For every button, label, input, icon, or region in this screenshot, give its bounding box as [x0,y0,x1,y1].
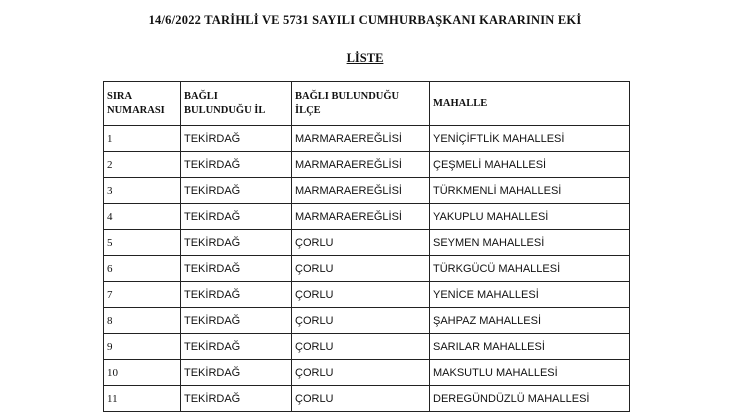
cell-ilce: MARMARAEREĞLİSİ [292,178,430,204]
table-header-row [104,82,630,126]
cell-sira-no: 8 [104,308,181,334]
cell-il: TEKİRDAĞ [181,126,292,152]
cell-il: TEKİRDAĞ [181,360,292,386]
table-row [104,334,630,360]
cell-sira-no: 2 [104,152,181,178]
table-row [104,256,630,282]
cell-ilce: ÇORLU [292,360,430,386]
document-subtitle [0,51,730,66]
cell-sira-no: 6 [104,256,181,282]
cell-mahalle: YENİCE MAHALLESİ [430,282,630,308]
cell-mahalle: DEREGÜNDÜZLÜ MAHALLESİ [430,386,630,412]
cell-mahalle: ÇEŞMELİ MAHALLESİ [430,152,630,178]
cell-il: TEKİRDAĞ [181,152,292,178]
cell-ilce: MARMARAEREĞLİSİ [292,204,430,230]
cell-il: TEKİRDAĞ [181,282,292,308]
cell-ilce: ÇORLU [292,230,430,256]
cell-il: TEKİRDAĞ [181,230,292,256]
cell-sira-no: 5 [104,230,181,256]
cell-ilce: ÇORLU [292,282,430,308]
cell-ilce: ÇORLU [292,334,430,360]
cell-mahalle: SEYMEN MAHALLESİ [430,230,630,256]
cell-mahalle: YAKUPLU MAHALLESİ [430,204,630,230]
cell-ilce: ÇORLU [292,386,430,412]
cell-il: TEKİRDAĞ [181,178,292,204]
table-row [104,230,630,256]
cell-sira-no: 11 [104,386,181,412]
document-title: 14/6/2022 TARİHLİ VE 5731 SAYILI CUMHURBAŞKANI KARARININ EKİ [148,13,582,27]
cell-ilce: ÇORLU [292,308,430,334]
table-row [104,178,630,204]
cell-mahalle: MAKSUTLU MAHALLESİ [430,360,630,386]
list-heading: LİSTE [346,51,384,65]
cell-sira-no: 1 [104,126,181,152]
cell-sira-no: 7 [104,282,181,308]
cell-ilce: MARMARAEREĞLİSİ [292,152,430,178]
cell-mahalle: SARILAR MAHALLESİ [430,334,630,360]
cell-il: TEKİRDAĞ [181,386,292,412]
header-mahalle: MAHALLE [430,82,630,126]
neighborhood-table [103,81,630,412]
cell-mahalle: YENİÇİFTLİK MAHALLESİ [430,126,630,152]
cell-sira-no: 10 [104,360,181,386]
header-sira-numarasi: SIRA NUMARASI [104,82,181,126]
cell-ilce: MARMARAEREĞLİSİ [292,126,430,152]
cell-il: TEKİRDAĞ [181,204,292,230]
table-row [104,308,630,334]
cell-mahalle: TÜRKMENLİ MAHALLESİ [430,178,630,204]
cell-mahalle: TÜRKGÜCÜ MAHALLESİ [430,256,630,282]
table-row [104,152,630,178]
table-row [104,126,630,152]
header-bagli-ilce: BAĞLI BULUNDUĞU İLÇE [292,82,430,126]
cell-sira-no: 4 [104,204,181,230]
cell-sira-no: 3 [104,178,181,204]
header-bagli-il: BAĞLI BULUNDUĞU İL [181,82,292,126]
cell-sira-no: 9 [104,334,181,360]
cell-il: TEKİRDAĞ [181,334,292,360]
table-row [104,386,630,412]
cell-il: TEKİRDAĞ [181,308,292,334]
cell-il: TEKİRDAĞ [181,256,292,282]
table-row [104,204,630,230]
table-row [104,282,630,308]
table-row [104,360,630,386]
cell-ilce: ÇORLU [292,256,430,282]
cell-mahalle: ŞAHPAZ MAHALLESİ [430,308,630,334]
